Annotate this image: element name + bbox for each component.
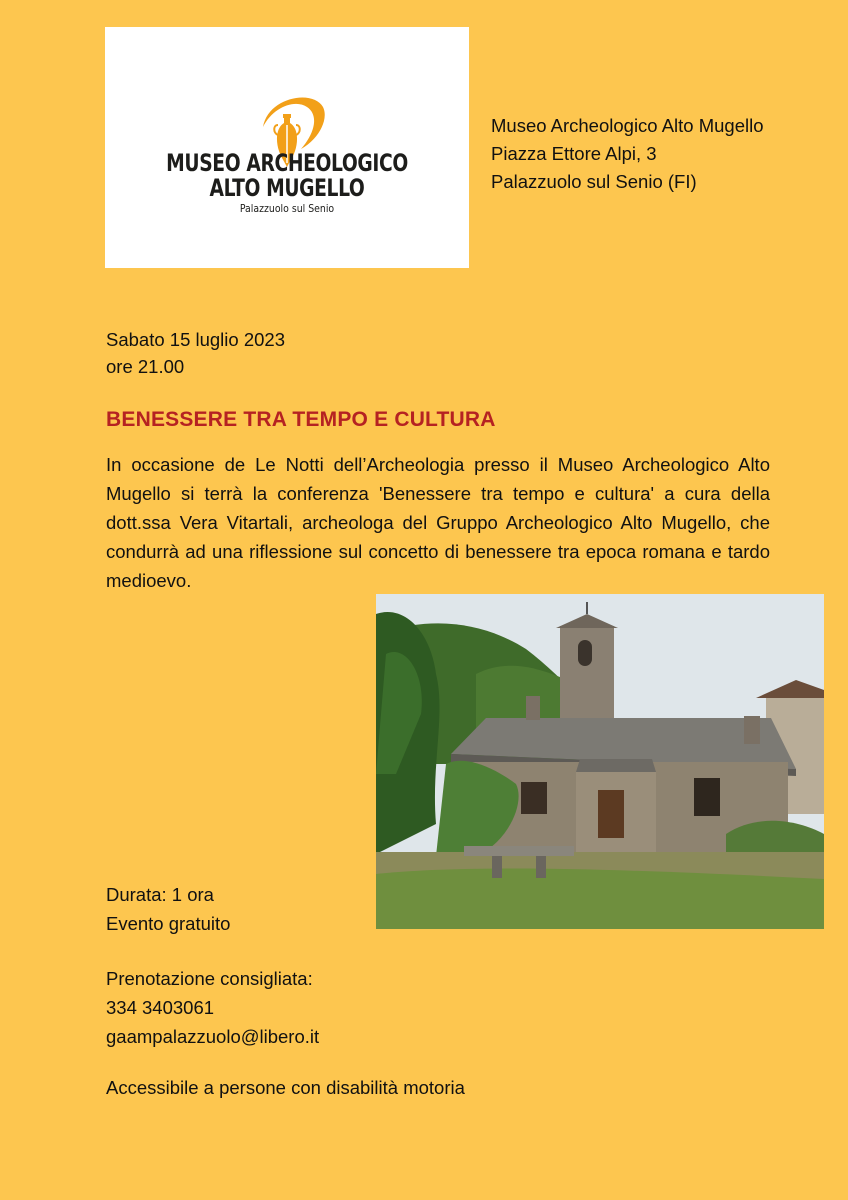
church-photo <box>376 594 824 929</box>
museum-address <box>491 112 764 196</box>
address-name: Museo Archeologico Alto Mugello <box>491 115 764 136</box>
booking-email: gaampalazzuolo@libero.it <box>106 1026 320 1047</box>
event-title: BENESSERE TRA TEMPO E CULTURA <box>106 408 496 431</box>
event-price: Evento gratuito <box>106 913 231 934</box>
booking-phone: 334 3403061 <box>106 997 215 1018</box>
event-description: In occasione de Le Notti dell’Archeologia presso il Museo Archeologico Alto Mugello si terrà la conferenza 'Benessere tra tempo e cultura' a cura della dott.ssa Vera Vitartali, archeologa del Gruppo Archeologico Alto Mugello, che condurrà ad una riflessione sul concetto di benessere tra epoca romana e tardo medioevo. <box>106 454 770 591</box>
booking-info <box>106 964 319 1051</box>
logo-subtitle: Palazzuolo sul Senio <box>239 202 335 215</box>
museum-logo <box>105 27 469 268</box>
logo-line-1: MUSEO ARCHEOLOGICO <box>166 149 408 177</box>
accessibility-note: Accessibile a persone con disabilità motoria <box>106 1077 465 1098</box>
event-details <box>106 880 230 938</box>
event-time: ore 21.00 <box>106 356 185 377</box>
booking-label: Prenotazione consigliata: <box>106 968 313 989</box>
event-date: Sabato 15 luglio 2023 <box>106 329 285 350</box>
logo-line-2: ALTO MUGELLO <box>209 174 365 202</box>
event-datetime <box>106 326 285 380</box>
event-duration: Durata: 1 ora <box>106 884 214 905</box>
address-street: Piazza Ettore Alpi, 3 <box>491 143 657 164</box>
address-city: Palazzuolo sul Senio (FI) <box>491 171 697 192</box>
